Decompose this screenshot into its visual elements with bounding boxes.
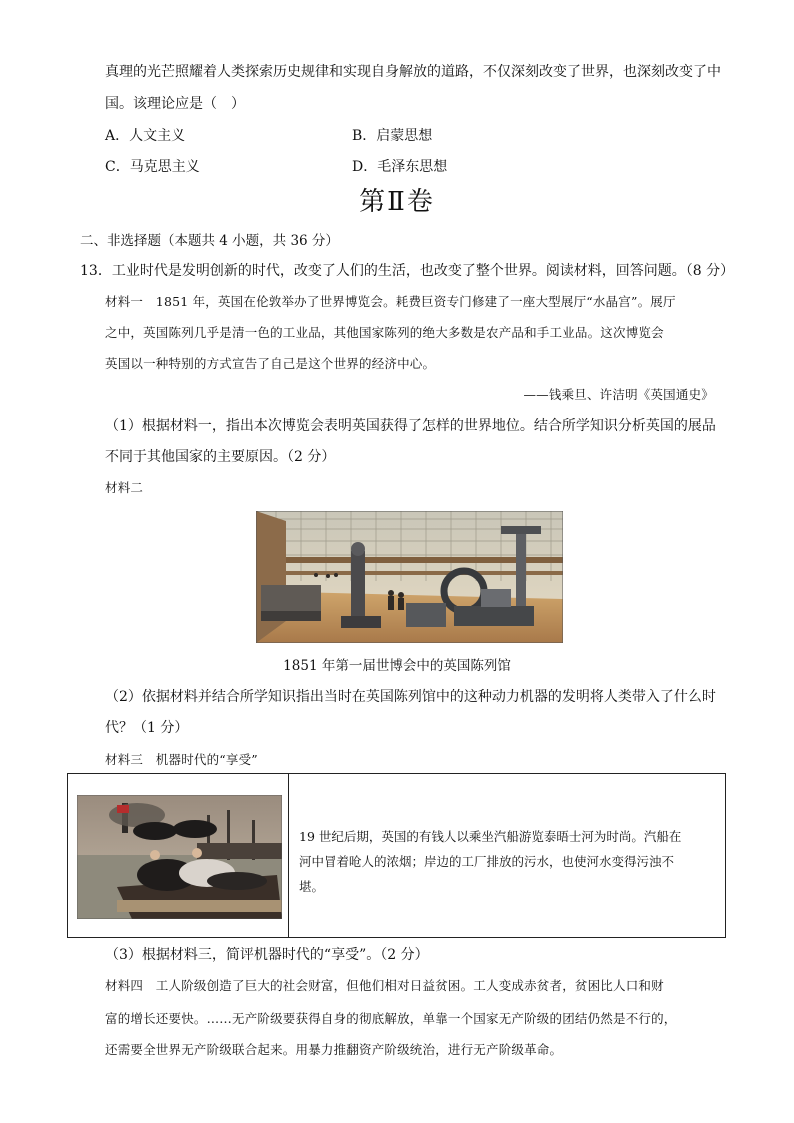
material4-line1: 材料四 工人阶级创造了巨大的社会财富，但他们相对日益贫困。工人变成赤贫者，贫困比人口和财 [105,978,664,993]
volume-title: 第Ⅱ卷 [359,187,435,217]
q12-option-d: D．毛泽东思想 [352,159,448,175]
material3-text [299,824,719,899]
material4-line3: 还需要全世界无产阶级联合起来。用暴力推翻资产阶级统治，进行无产阶级革命。 [105,1042,563,1057]
material3-text-line3: 堪。 [299,879,325,894]
material3-text-line1: 19 世纪后期，英国的有钱人以乘坐汽船游览泰晤士河为时尚。汽船在 [299,829,682,844]
material3-text-line2: 河中冒着呛人的浓烟；岸边的工厂排放的污水，也使河水变得污浊不 [299,854,675,869]
sub-question-1-line2: 不同于其他国家的主要原因。（2 分） [105,449,336,465]
sub-question-3: （3）根据材料三，简评机器时代的“享受”。（2 分） [105,947,429,963]
sub-question-2-line2: 代？（1 分） [105,720,189,736]
sub-question-2-line1: （2）依据材料并结合所学知识指出当时在英国陈列馆中的这种动力机器的发明将人类带入了什么时 [105,689,716,705]
sub-question-1-line1: （1）根据材料一，指出本次博览会表明英国获得了怎样的世界地位。结合所学知识分析英国的展品 [105,418,716,434]
material4-line2: 富的增长还要快。……无产阶级要获得自身的彻底解放，单靠一个国家无产阶级的团结仍然是不行的， [105,1011,677,1026]
material1-source: ——钱乘旦、许洁明《英国通史》 [523,387,714,402]
material1-line2: 之中，英国陈列几乎是清一色的工业品，其他国家陈列的绝大多数是农产品和手工业品。这次博览会 [105,325,664,340]
thames-boat-painting [77,795,282,919]
q13-stem: 13．工业时代是发明创新的时代，改变了人们的生活，也改变了整个世界。阅读材料，回答问题。（8 分） [80,263,735,279]
q12-option-c: C．马克思主义 [105,159,200,175]
table-divider [288,774,289,937]
q12-option-a: A．人文主义 [105,128,186,144]
q12-option-b: B．启蒙思想 [352,128,433,144]
material3-table [67,773,726,938]
section-heading: 二、非选择题（本题共 4 小题，共 36 分） [80,233,339,249]
q12-stem-line1: 真理的光芒照耀着人类探索历史规律和实现自身解放的道路，不仅深刻改变了世界，也深刻改变了中 [105,64,721,80]
q12-stem-line2: 国。该理论应是（ ） [105,96,245,112]
exhibition-hall-image [256,511,563,643]
material1-line1: 材料一 1851 年，英国在伦敦举办了世界博览会。耗费巨资专门修建了一座大型展厅“水晶宫”。展厅 [105,294,676,309]
material3-label: 材料三 机器时代的“享受” [105,752,258,767]
image1-caption: 1851 年第一届世博会中的英国陈列馆 [283,658,511,674]
material2-label: 材料二 [105,480,144,495]
material1-line3: 英国以一种特别的方式宣告了自己是这个世界的经济中心。 [105,356,436,371]
